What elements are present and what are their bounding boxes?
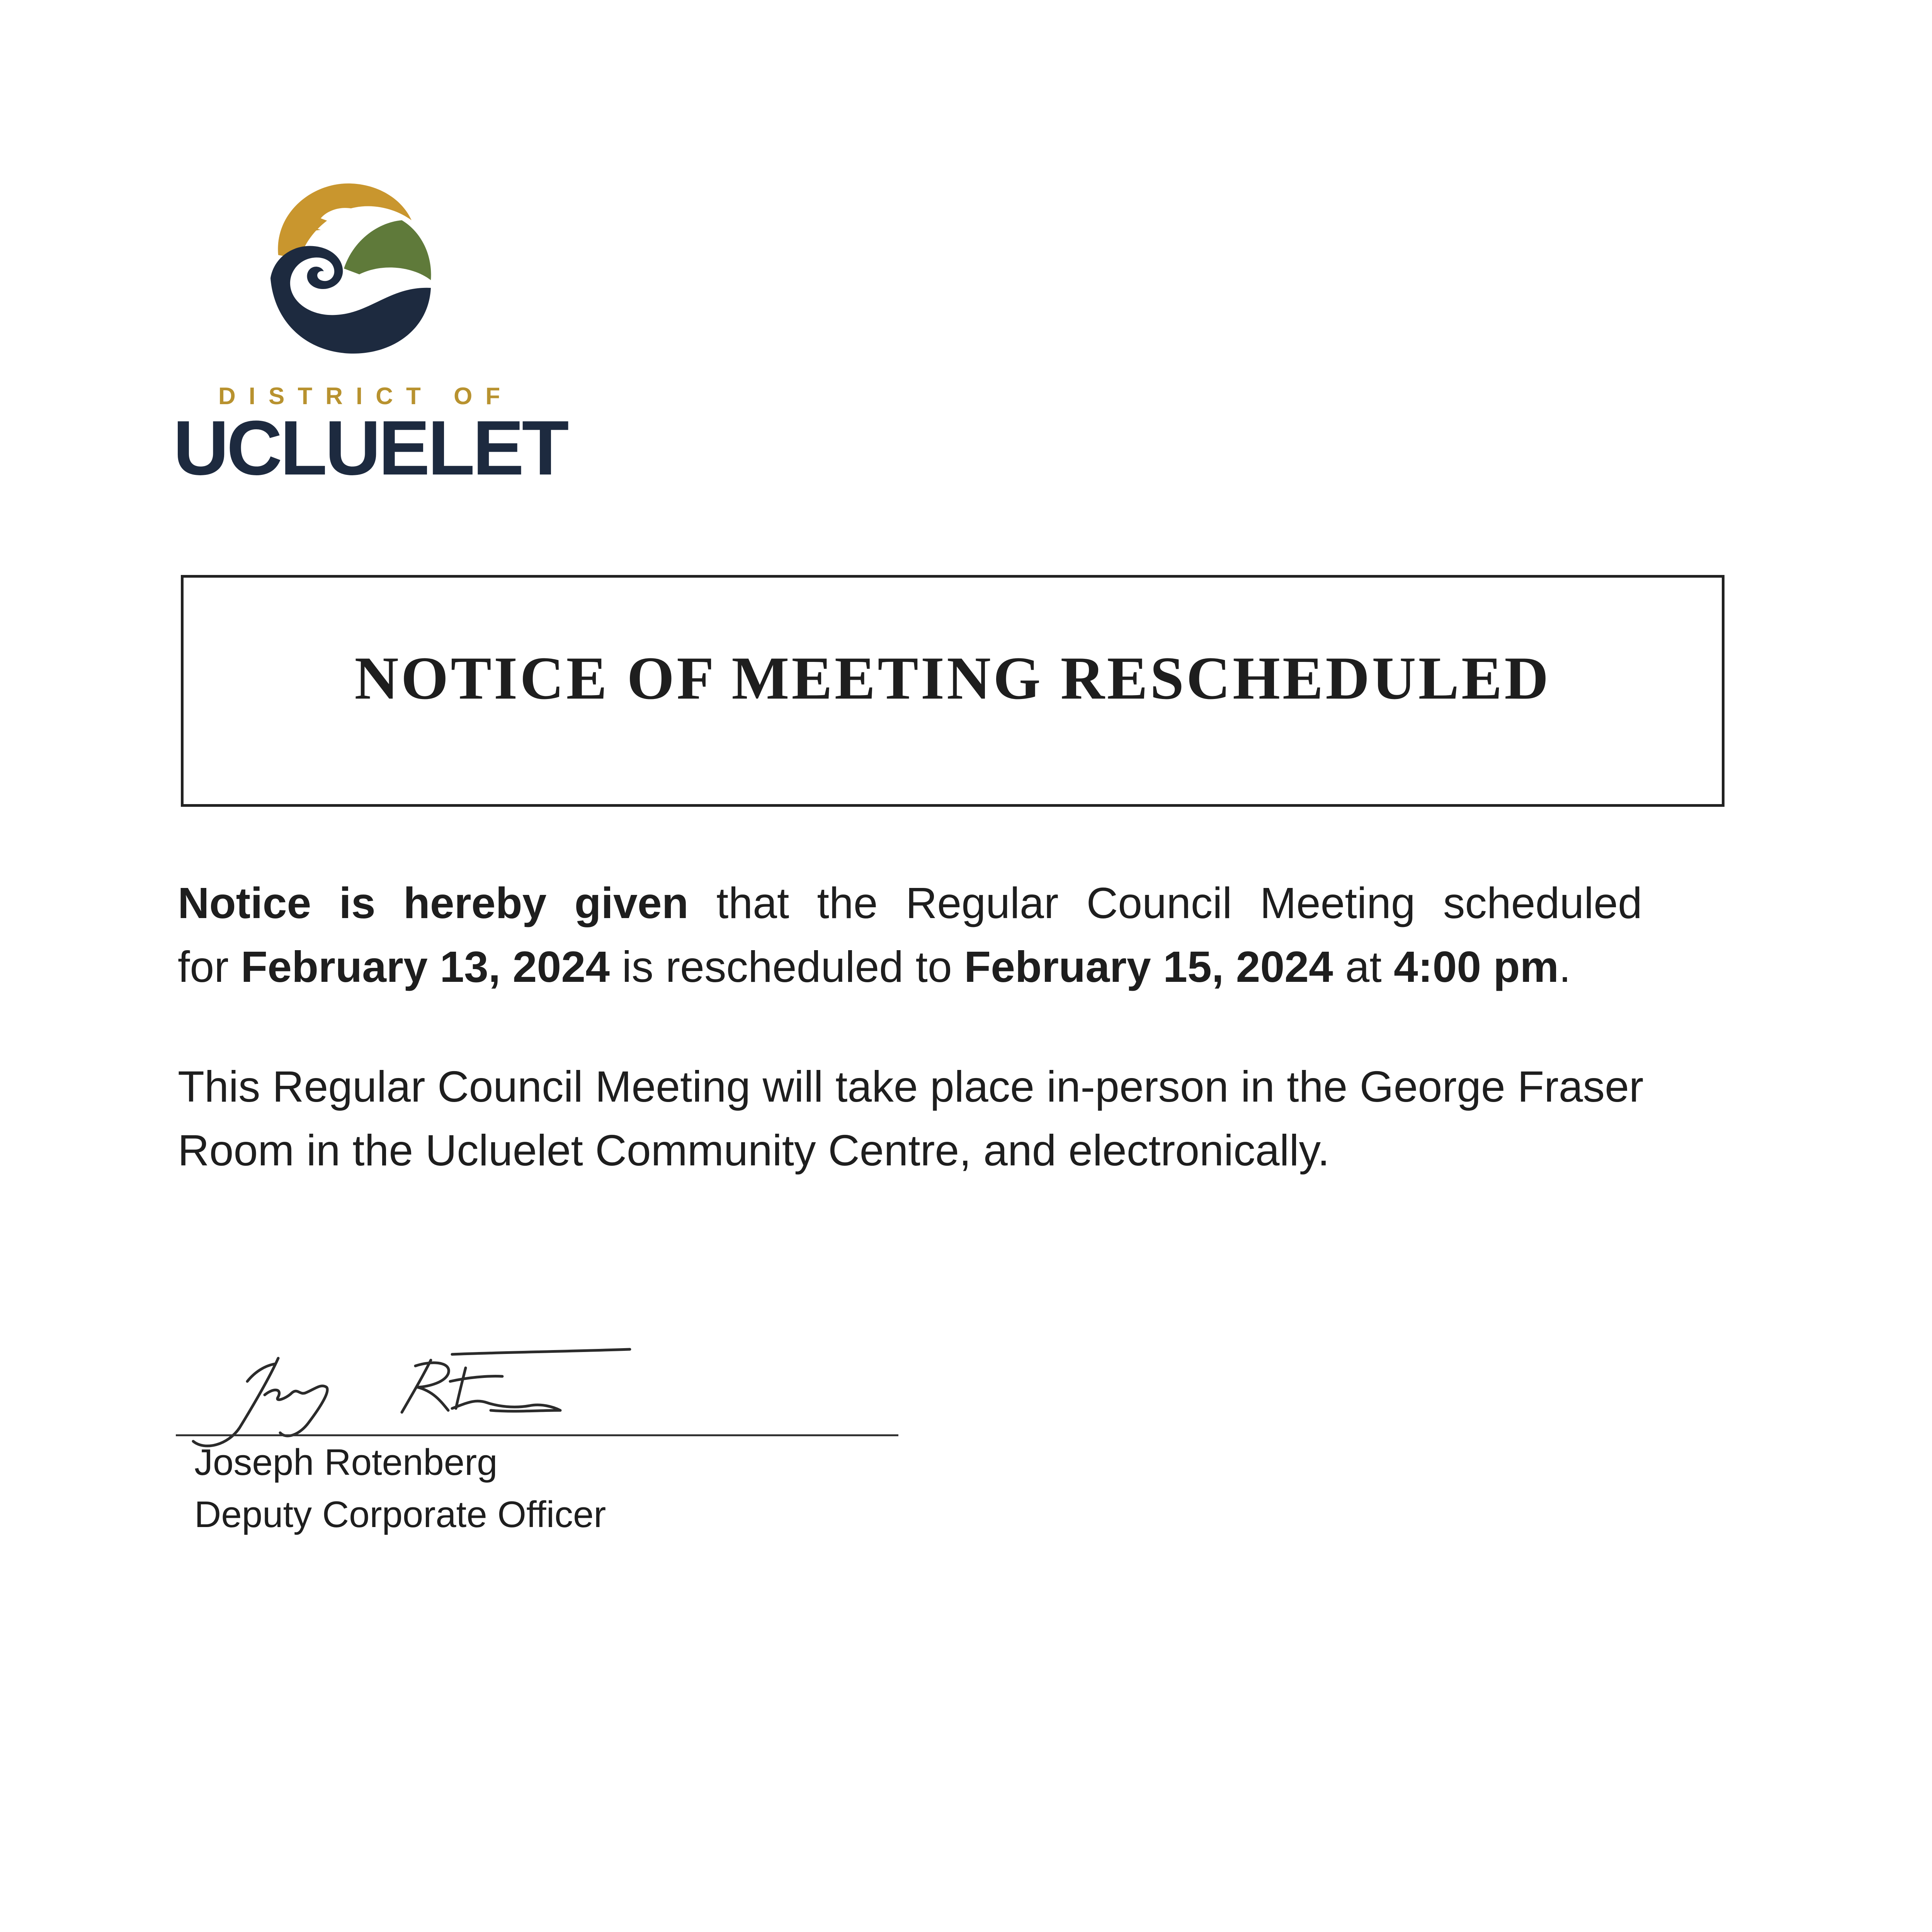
paragraph-1-text-3: is rescheduled to [610,942,964,991]
logo-municipality-name: UCLUELET [173,405,567,491]
paragraph-1-text-4: at [1333,942,1394,991]
notice-paragraph-1 [178,871,1642,999]
notice-title: NOTICE OF MEETING RESCHEDULED [354,645,1551,712]
notice-lead-text: Notice is hereby given [178,879,689,927]
notice-paragraph-2 [178,1055,1793,1182]
original-meeting-date: February 13, 2024 [241,942,610,991]
logo-district-label: DISTRICT OF [218,383,514,410]
paragraph-1-line-1 [178,871,1642,935]
signature-line [176,1434,898,1436]
paragraph-1-text-2: for [178,942,241,991]
paragraph-2-line-2: Room in the Ucluelet Community Centre, and electronically. [178,1126,1330,1175]
signer-title: Deputy Corporate Officer [194,1494,606,1535]
paragraph-2-line-1: This Regular Council Meeting will take place in-person in the George Fraser [178,1062,1644,1111]
signer-name: Joseph Rotenberg [194,1442,498,1483]
paragraph-1-text-5: . [1559,942,1571,991]
district-logo-emblem [263,178,437,355]
notice-title-box [181,575,1725,807]
new-meeting-date: February 15, 2024 [964,942,1333,991]
paragraph-1-line-2 [178,935,1642,999]
paragraph-1-text-1: that the Regular Council Meeting scheduled [688,879,1642,927]
meeting-time: 4:00 pm [1394,942,1559,991]
